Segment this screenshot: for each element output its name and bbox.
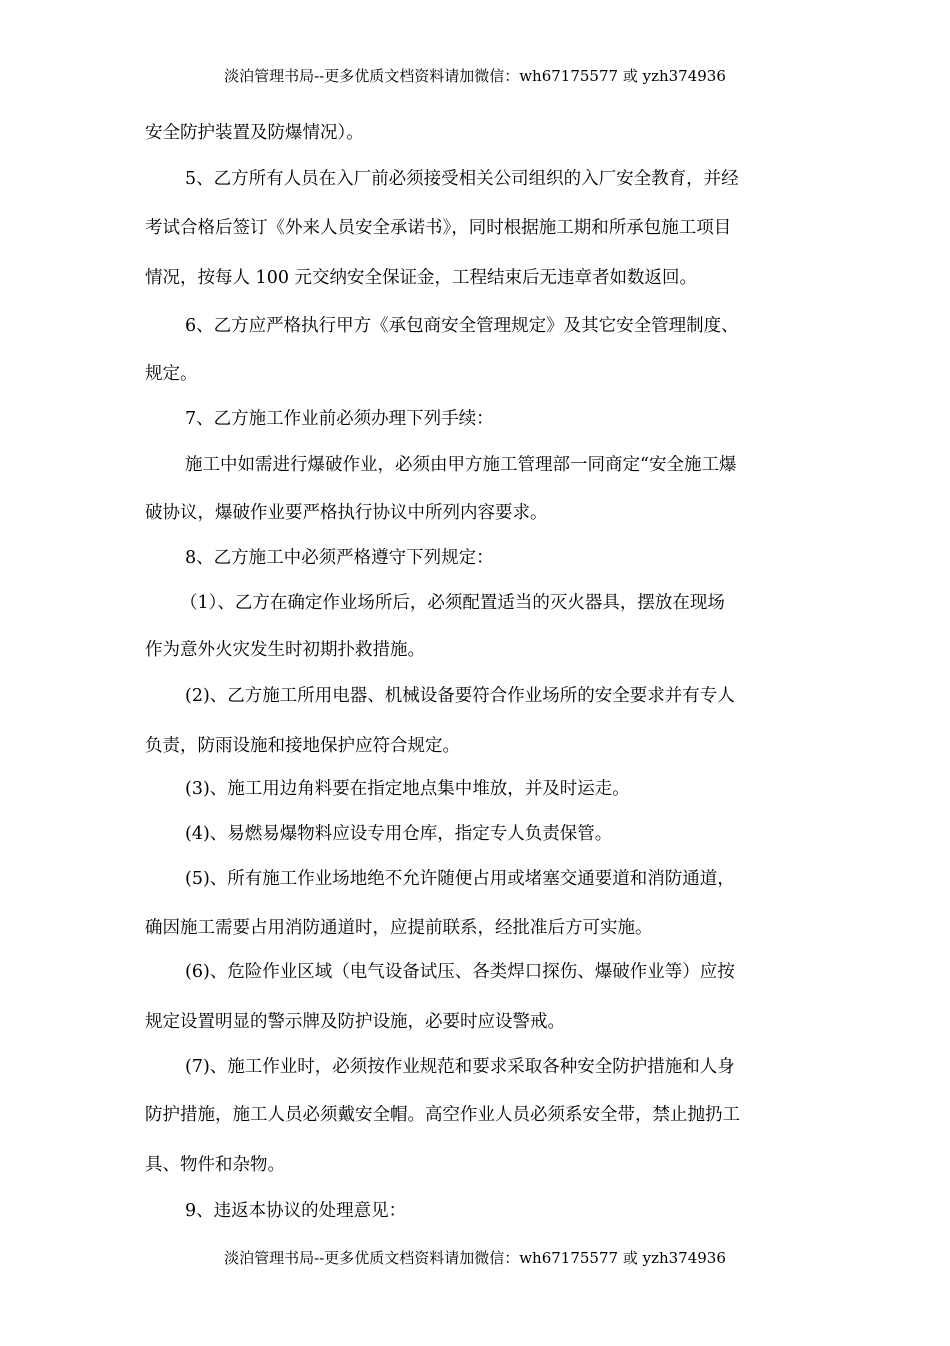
body-line: 8、乙方施工中必须严格遵守下列规定：: [185, 548, 494, 568]
body-line: 规定设置明显的警示牌及防护设施，必要时应设警戒。: [145, 1012, 565, 1032]
body-line: 具、物件和杂物。: [145, 1155, 285, 1175]
body-line: (2)、乙方施工所用电器、机械设备要符合作业场所的安全要求并有专人: [185, 686, 735, 706]
page-footer: 淡泊管理书局--更多优质文档资料请加微信：wh67175577 或 yzh374936: [224, 1249, 726, 1267]
body-line: (6)、危险作业区域（电气设备试压、各类焊口探伤、爆破作业等）应按: [185, 962, 735, 982]
page-header: 淡泊管理书局--更多优质文档资料请加微信：wh67175577 或 yzh374936: [224, 67, 726, 85]
body-line: 确因施工需要占用消防通道时，应提前联系，经批准后方可实施。: [145, 918, 653, 938]
body-line: （1）、乙方在确定作业场所后，必须配置适当的灭火器具，摆放在现场: [180, 593, 725, 613]
body-line: 情况，按每人 100 元交纳安全保证金，工程结束后无违章者如数返回。: [145, 268, 698, 288]
body-line: 防护措施，施工人员必须戴安全帽。高空作业人员必须系安全带，禁止抛扔工: [145, 1105, 740, 1125]
body-line: 6、乙方应严格执行甲方《承包商安全管理规定》及其它安全管理制度、: [185, 316, 739, 336]
body-line: (4)、易燃易爆物料应设专用仓库，指定专人负责保管。: [185, 824, 613, 844]
body-line: 负责，防雨设施和接地保护应符合规定。: [145, 736, 460, 756]
body-line: 安全防护装置及防爆情况）。: [145, 123, 364, 143]
body-line: 9、违返本协议的处理意见：: [185, 1201, 407, 1221]
body-line: (3)、施工用边角料要在指定地点集中堆放，并及时运走。: [185, 779, 630, 799]
body-line: 施工中如需进行爆破作业，必须由甲方施工管理部一同商定“安全施工爆: [185, 455, 737, 475]
body-line: 考试合格后签订《外来人员安全承诺书》，同时根据施工期和所承包施工项目: [145, 218, 732, 238]
body-line: 5、乙方所有人员在入厂前必须接受相关公司组织的入厂安全教育，并经: [185, 169, 739, 189]
body-line: 作为意外火灾发生时初期扑救措施。: [145, 640, 425, 660]
body-line: (5)、所有施工作业场地绝不允许随便占用或堵塞交通要道和消防通道，: [185, 869, 735, 889]
body-line: 破协议，爆破作业要严格执行协议中所列内容要求。: [145, 503, 548, 523]
body-line: 7、乙方施工作业前必须办理下列手续：: [185, 409, 494, 429]
body-line: 规定。: [145, 364, 198, 384]
body-line: (7)、施工作业时，必须按作业规范和要求采取各种安全防护措施和人身: [185, 1057, 735, 1077]
